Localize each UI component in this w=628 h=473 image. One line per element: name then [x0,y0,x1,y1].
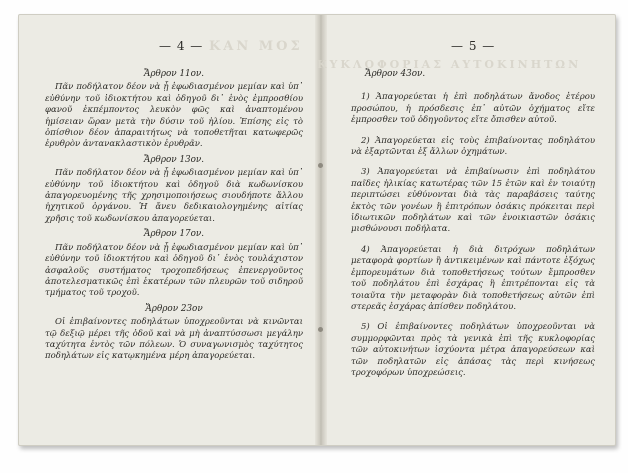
article-heading: Ἄρθρον 43ον. [365,69,426,79]
page-number: — 4 — [159,39,204,53]
article-paragraph: 1) Ἀπαγορεύεται ἡ ἐπὶ ποδηλάτων ἄνοδος ἑτέρου προσώπου, ἡ πρόσδεσις ἐπ᾽ αὐτῶν ὀχήματος εἴτε ἐμπροσθεν τοῦ ὁδηγοῦντος εἴτε ὄπισθεν αὐτοῦ. [351,92,595,126]
article-paragraph: 3) Ἀπαγορεύεται νὰ ἐπιβαίνωσιν ἐπὶ ποδηλάτου παῖδες ἡλικίας κατωτέρας τῶν 15 ἐτῶν καὶ ἐν τοιαύτῃ περιπτώσει εὐθύνονται διὰ τὰς παραβάσεις ταύτης ἐκτὸς τῶν γονέων ἢ ἐπιτρόπων ὁσάκις πρόκειται περὶ ἰδιωτικῶν ποδηλάτων καὶ τῶν ἐνοικιαστῶν ὁσάκις μισθώνουσι ποδήλατα. [351,167,595,235]
right-page [317,15,615,445]
article-text: Πᾶν ποδήλατον δέον νὰ ᾖ ἐφωδιασμένον μεμίαν καὶ ὑπ᾽ εὐθύνην τοῦ ἰδιοκτήτου καὶ ὁδηγοῦ δι᾽ ἑνὸς τουλάχιστον ἀσφαλοῦς συστήματος τροχοπεδήσεως ἐπενεργοῦντος ἀποτελεσματικῶς ἐπὶ ἑκατέρων τῶν πλευρῶν τοῦ σιδηροῦ τμήματος τοῦ τροχοῦ. [45,242,303,299]
article-paragraph: 4) Ἀπαγορεύεται ἡ διὰ διτρόχων ποδηλάτων μεταφορὰ φορτίων ἢ ἀντικειμένων καὶ πάντοτε ἐξόχως ἐμπορευμάτων διὰ τοποθετήσεως τούτων ἔμπροσθεν τοῦ ποδηλάτου ἐπὶ ἐσχάρας ἢ ἐπιτρέπονται εἰς τὰ τοιαῦτα τὴν μεταφορὰν διὰ τοποθετήσεως αὐτῶν ἐπὶ στερεᾶς ἐσχάρας ἀπίσθεν ποδηλάτου. [351,244,595,312]
article-text: Πᾶν ποδήλατον δέον νὰ ᾖ ἐφωδιασμένον μεμίαν καὶ ὑπ᾽ εὐθύνην τοῦ ἰδιοκτήτου καὶ ὁδηγοῦ διὰ κωδωνίσκου ἀπαγορευομένης τῆς χρησιμοποιήσεως σιουδήποτε ἄλλου ἠχητικοῦ ὀργάνου. Ἡ ἄνευ δεδικαιολογημένης αἰτίας χρῆσις τοῦ κωδωνίσκου ἀπαγορεύεται. [45,168,303,224]
article-block [45,69,303,151]
bleed-through-text: ΚΑΝ ΜΟΣ [209,39,303,54]
left-page [19,15,319,445]
article-paragraph: 5) Οἱ ἐπιβαίνοντες ποδηλάτων ὑποχρεοῦνται νὰ συμμορφῶνται πρὸς τὰ γενικὰ ἐπὶ τῆς κυκλοφορίας τῶν αὐτοκινήτων ἰσχύοντα μέτρα ἀπαγορεύσεων καὶ τῶν ποδηλατῶν εἰς ἁπάσας τὰς περὶ κινήσεως τροχοφόρων ὑποχρεώσεις. [351,322,595,378]
article-heading: Ἄρθρον 23ον [145,303,203,314]
article-block [351,69,595,379]
article-block [45,304,303,363]
article-heading: Ἄρθρον 13ον. [143,154,205,165]
article-heading: Ἄρθρον 11ον. [143,69,205,79]
article-block [45,229,303,299]
article-text: Οἱ ἐπιβαίνοντες ποδηλάτων ὑποχρεοῦνται νὰ κινῶνται τῷ δεξιῷ μέρει τῆς ὁδοῦ καὶ νὰ μὴ ἀναπτύσσωσι μεγάλην ταχύτητα ἐντὸς τῶν πόλεων. Ὁ συναγωνισμὸς ταχύτητος ποδηλάτων εἰς κατῳκημένα μέρη ἀπαγορεύεται. [45,317,303,362]
page-number: — 5 — [451,39,496,53]
article-paragraph: 2) Ἀπαγορεύεται εἰς τοὺς ἐπιβαίνοντας ποδηλάτου νὰ ἐξαρτῶνται ἐξ ἄλλων ὀχημάτων. [351,135,595,158]
article-text: Πᾶν ποδήλατον δέον νὰ ᾖ ἐφωδιασμένον μεμίαν καὶ ὑπ᾽ εὐθύνην τοῦ ἰδιοκτήτου καὶ ὁδηγοῦ δι᾽ ἑνὸς ἐμπροσθίου φανοῦ ἐκπέμποντος λευκὸν φῶς καὶ ἀναπτομένου ἡμίσειαν ὥραν μετὰ τὴν δύσιν τοῦ ἡλίου. Ἐπίσης εἰς τὸ ὀπίσθιον δέον ἀπαραιτήτως νὰ τοποθετῆται κατωφερῶς ἐρυθρὸν ἀντανακλαστικὸν ἐρυθρᾶν. [45,82,303,150]
article-block [45,155,303,225]
bleed-through-text: ΚΥΚΛΟΦΟΡΙΑΣ ΑΥΤΟΚΙΝΗΤΩΝ [317,58,582,71]
article-heading: Ἄρθρον 17ον. [143,229,205,240]
open-booklet [18,14,616,446]
